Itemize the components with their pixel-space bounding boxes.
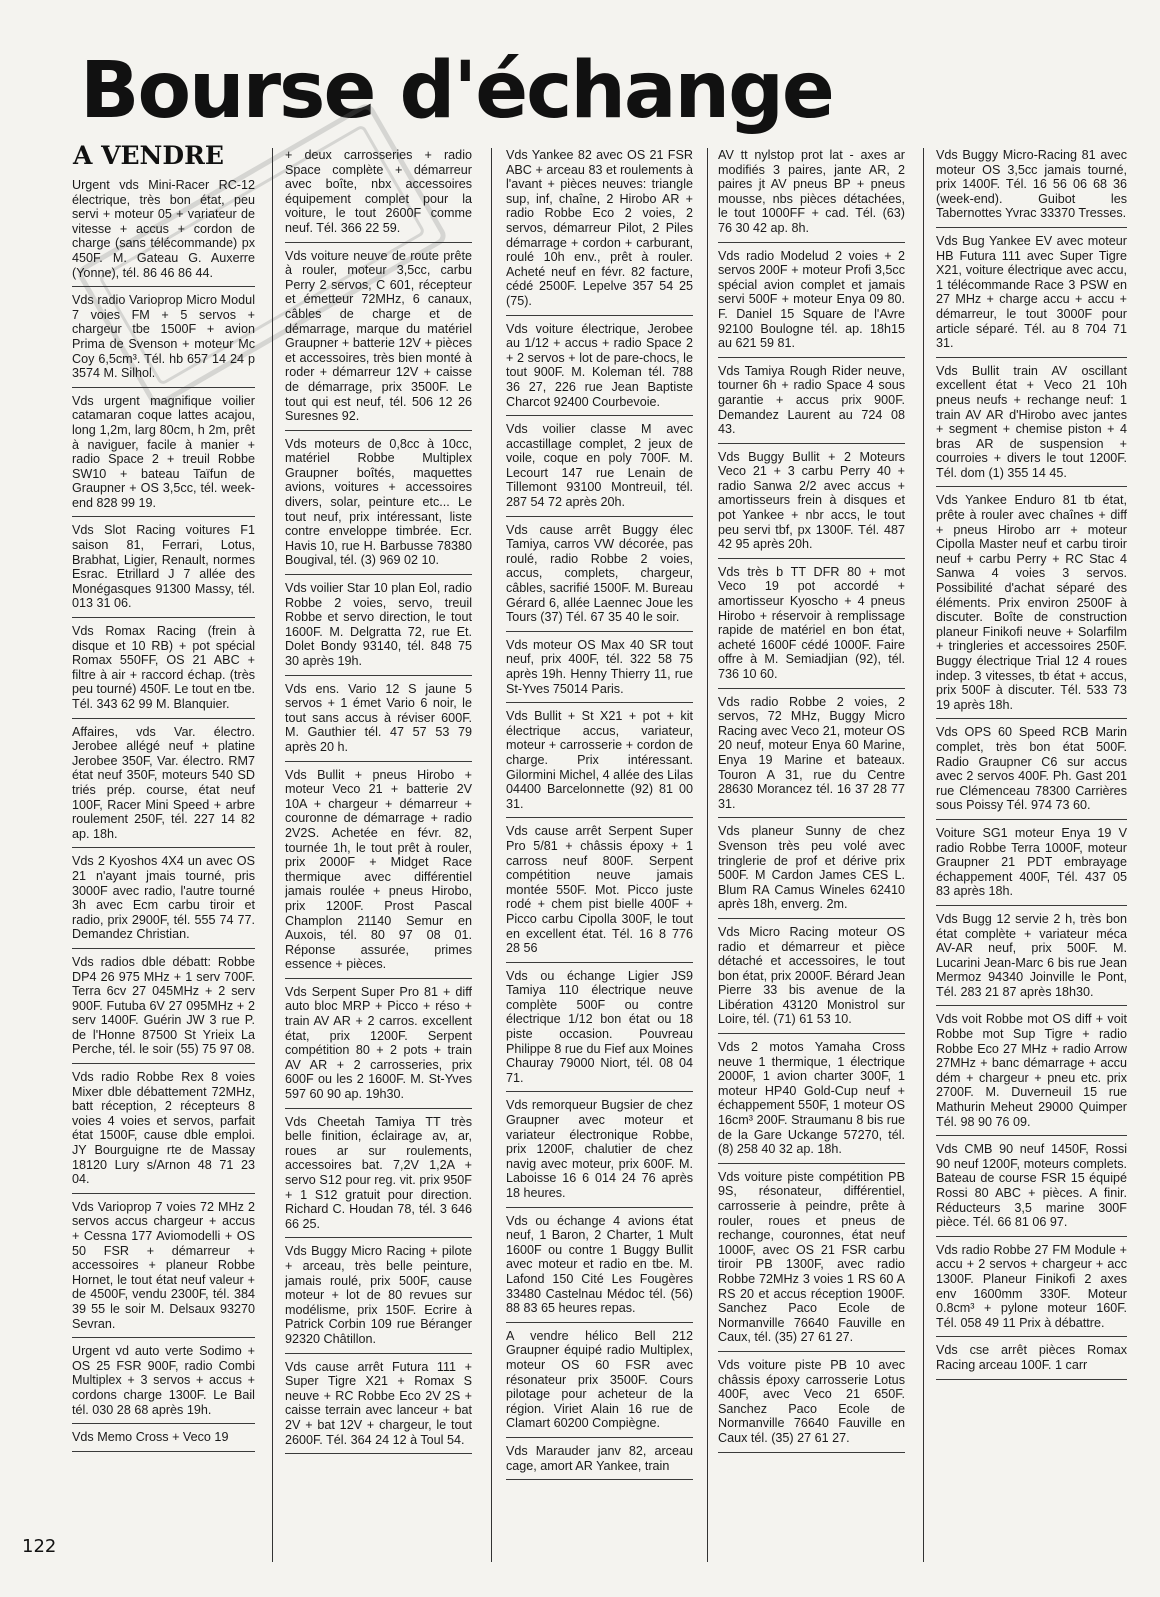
classified-ad: AV tt nylstop prot lat - axes ar modifiés 3 paires, jante AR, 2 paires jt AV pneus BP + pneus mousse, nbs pièces détachées, le tout 1000FF + cad. Tél. (63) 76 30 42 ap. 8h. — [718, 148, 905, 243]
classified-ad: Vds planeur Sunny de chez Svenson très peu volé avec tringlerie de prof et dérive prix 500F. M Cardon James CES L. Blum RA Camus Wineles 62410 après 18h, enverg. 2m. — [718, 824, 905, 919]
classified-ad: A vendre hélico Bell 212 Graupner équipé radio Multiplex, moteur OS 60 FSR avec résonateur prix 3500F. Cours pilotage pour acheteur de la région. Viriet Alain 16 rue de Clamart 60200 Compiègne. — [506, 1329, 693, 1438]
classified-ad: Vds Cheetah Tamiya TT très belle finition, éclairage av, ar, roues ar sur roulements, accessoires bat. 7,2V 1,2A + servo S12 pour reg. vit. prix 950F + 1 S12 gratuit pour direction. Richard C. Houdan 78, tél. 3 646 66 25. — [285, 1115, 472, 1239]
classified-ad: Vds Tamiya Rough Rider neuve, tourner 6h + radio Space 4 sous garantie + accus prix 900F. Demandez Laurent au 724 08 43. — [718, 364, 905, 444]
section-heading: A VENDRE — [73, 141, 224, 170]
classified-ad: Vds moteurs de 0,8cc à 10cc, matériel Robbe Multiplex Graupner boîtés, maquettes avions, voitures + accessoires divers, solar, peinture etc... Le tout neuf, prix intéressant, liste contre enveloppe timbrée. Ecr. Havis 10, rue H. Barbusse 78380 Bougival, tél. (3) 969 02 10. — [285, 437, 472, 575]
classified-ad: Vds Bug Yankee EV avec moteur HB Futura 111 avec Super Tigre X21, voiture électrique avec accu, 1 télécommande Race 3 PSW en 27 MHz + charge accu + accu + démarreur, le tout 3000F pour article séparé. Tél. au 8 704 71 31. — [936, 234, 1127, 358]
classified-ad: Vds OPS 60 Speed RCB Marin complet, très bon état 500F. Radio Graupner C6 sur accus avec 2 servos 400F. Ph. Gast 201 rue Clémenceau 78300 Carrières sous Poissy Tél. 974 73 60. — [936, 725, 1127, 820]
classified-ad: Vds Bugg 12 servie 2 h, très bon état complète + variateur méca AV-AR neuf, prix 500F. M. Lucarini Jean-Marc 6 bis rue Jean Mermoz 94340 Joinville le Pont, Tél. 283 21 87 après 18h30. — [936, 912, 1127, 1007]
column-divider — [491, 148, 492, 1562]
classified-ad: Vds ou échange 4 avions état neuf, 1 Baron, 2 Charter, 1 Mult 1600F ou contre 1 Buggy Bullit avec moteur et radio en tbe. M. Lafond 150 Cité Les Fougères 33480 Castelnau Médoc tél. (56) 88 83 65 heures repas. — [506, 1214, 693, 1323]
column-divider — [707, 148, 708, 1562]
classified-ad: Vds Buggy Micro Racing + pilote + arceau, très belle peinture, jamais roulé, prix 500F, cause moteur + lot de 80 revues sur modélisme, prix 150F. Ecrire à Patrick Corbin 109 rue Béranger 92320 Châtillon. — [285, 1244, 472, 1353]
classified-ad: Vds Bullit train AV oscillant excellent état + Veco 21 10h pneus neufs + rechange neuf: 1 train AV AR d'Hirobo avec jantes + segment + chemise piston + 4 bras AR de suspension + courroies + divers le tout 1200F. Tél. dom (1) 355 14 45. — [936, 364, 1127, 488]
classified-ad: Vds radio Modelud 2 voies + 2 servos 200F + moteur Profi 3,5cc spécial avion complet et jamais servi 500F + moteur Enya 09 80. F. Daniel 15 Square de l'Avre 92100 Boulogne tél. ap. 18h15 au 621 59 81. — [718, 249, 905, 358]
classified-ad: Vds Buggy Bullit + 2 Moteurs Veco 21 + 3 carbu Perry 40 + radio Sanwa 2/2 avec accus + amortisseurs frein à disques et pot Yankee + nbr accs, le tout peu servi tbf, px 1300F. Tél. 487 42 95 après 20h. — [718, 450, 905, 559]
classified-ad: Vds urgent magnifique voilier catamaran coque lattes acajou, long 1,2m, larg 80cm, h 2m, prêt à naviguer, facile à manier + radio Space 2 + treuil Robbe SW10 + bateau Taïfun de Graupner + OS 3,5cc, tél. week-end 828 99 19. — [72, 394, 255, 518]
classified-ad: Vds ou échange Ligier JS9 Tamiya 110 électrique neuve complète 500F ou contre électrique 1/12 bon état ou 18 piste occasion. Pouvreau Philippe 8 rue du Fief aux Moines Chauray 79000 Niort, tél. 08 04 71. — [506, 969, 693, 1093]
ads-column-4 — [718, 148, 905, 1559]
classified-ad: Vds Marauder janv 82, arceau cage, amort AR Yankee, train — [506, 1444, 693, 1480]
classified-ad: Vds CMB 90 neuf 1450F, Rossi 90 neuf 1200F, moteurs complets. Bateau de course FSR 15 équipé Rossi 80 ABC + pièces. A finir. Réducteurs 3,5 marine 300F pièce. Tél. 66 81 06 97. — [936, 1142, 1127, 1237]
classified-ad: Vds voiture piste compétition PB 9S, résonateur, différentiel, carrosserie à peindre, prête à rouler, roues et pneus de rechange, couronnes, état neuf 1000F, avec OS 21 FSR carbu tiroir PB 1300F, avec radio Robbe 72MHz 3 voies 1 RS 60 A RS 20 et accus réception 1900F. Sanchez Paco Ecole de Normanville 76640 Fauville en Caux, tél. (35) 27 61 27. — [718, 1170, 905, 1352]
classified-ad: Vds cause arrêt Serpent Super Pro 5/81 + châssis époxy + 1 carross neuf 800F. Serpent compétition neuve jamais montée 550F. Mot. Picco juste rodé + chem pist bielle 400F + Picco carbu Cipolla 300F, le tout en excellent état. Tél. 16 8 776 28 56 — [506, 824, 693, 962]
classified-ad: Vds cause arrêt Buggy élec Tamiya, carros VW décorée, pas roulé, radio Robbe 2 voies, accus, complets, chargeur, câbles, sacrifié 1500F. M. Bureau Gérard 6, allée Laennec Joue les Tours (37) Tél. 67 35 40 le soir. — [506, 523, 693, 632]
classified-ad: Vds voiture neuve de route prête à rouler, moteur 3,5cc, carbu Perry 2 servos, C 601, récepteur et émetteur 72MHz, 6 canaux, câbles de charge et de démarrage, marque du matériel Graupner + batterie 12V + pièces et accessoires, très bien monté à roder + démarreur 12V + caisse de démarrage, prix 3500F. Le tout qui est neuf, tél. 506 12 26 Suresnes 92. — [285, 249, 472, 431]
classified-ad: Vds 2 Kyoshos 4X4 un avec OS 21 n'ayant jmais tourné, pris 3000F avec radio, l'autre tourné 3h avec Ecm carbu tiroir et radio, prix 2900F, tél. 555 74 77. Demandez Christian. — [72, 854, 255, 949]
classified-ad: Vds Yankee 82 avec OS 21 FSR ABC + arceau 83 et roulements à l'avant + pièces neuves: triangle sup, inf, chaîne, 2 Hirobo AR + radio Robbe Eco 2 voies, 2 servos, démarreur Pilot, 2 Piles démarrage + cordon + carburant, roulé 10h env., prêt à rouler. Acheté neuf en févr. 82 facture, cédé 2500F. Lepelve 357 54 25 (75). — [506, 148, 693, 316]
classified-ad: Vds Micro Racing moteur OS radio et démarreur et pièce détaché et accessoires, le tout bon état, prix 2000F. Bérard Jean Pierre 33 bis avenue de la Libération 43120 Monistrol sur Loire, tél. (71) 61 53 10. — [718, 925, 905, 1034]
page-title: Bourse d'échange — [80, 46, 833, 136]
ads-column-1 — [72, 178, 255, 1559]
classified-ad: Vds Bullit + St X21 + pot + kit électrique accus, variateur, moteur + carrosserie + cordon de charge. Prix intéressant. Gilormini Michel, 4 allée des Lilas 04400 Barcelonnette (92) 81 00 31. — [506, 709, 693, 818]
classified-ad: Vds cause arrêt Futura 111 + Super Tigre X21 + Romax S neuve + RC Robbe Eco 2V 2S + caisse terrain avec lanceur + bat 2V + bat 12V + chargeur, le tout 2600F. Tél. 364 24 12 à Toul 54. — [285, 1360, 472, 1455]
classified-ad: Vds Serpent Super Pro 81 + diff auto bloc MRP + Picco + réso + train AV AR + 2 carros. excellent état, prix 1200F. Serpent compétition 80 + 2 pots + train AV AR + 2 carrosseries, prix 600F ou les 2 1600F. M. St-Yves 597 60 90 ap. 19h30. — [285, 985, 472, 1109]
classified-ad: Vds voilier Star 10 plan Eol, radio Robbe 2 voies, servo, treuil Robbe et servo direction, le tout 1600F. M. Delgratta 72, rue Et. Dolet Bondy 93140, tél. 848 75 30 après 19h. — [285, 581, 472, 676]
classified-ad: Voiture SG1 moteur Enya 19 V radio Robbe Terra 1000F, moteur Graupner 21 PDT embrayage échappement 400F, Tél. 437 05 83 après 18h. — [936, 826, 1127, 906]
classified-ad: Urgent vds Mini-Racer RC-12 électrique, très bon état, peu servi + moteur 05 + variateur de vitesse + accus + cordon de charge (sans télécommande) px 450F. M. Gateau G. Auxerre (Yonne), tél. 86 46 86 44. — [72, 178, 255, 287]
column-divider — [923, 148, 924, 1562]
column-divider — [272, 148, 273, 1562]
classified-ad: Vds Slot Racing voitures F1 saison 81, Ferrari, Lotus, Brabhat, Ligier, Renault, normes Esrac. Etrillard J 7 allée des Monégasques 91300 Massy, tél. 013 31 06. — [72, 523, 255, 618]
classified-ad: Vds Romax Racing (frein à disque et 10 RB) + pot spécial Romax 550FF, OS 21 ABC + filtre à air + raccord échap. (très peu tourné) 450F. Le tout en tbe. Tél. 343 62 99 M. Blanquier. — [72, 624, 255, 719]
classified-ad: Affaires, vds Var. électro. Jerobee allégé neuf + platine Jerobee 350F, Var. électro. RM7 état neuf 350F, moteurs 540 SD triés prép. course, état neuf 100F, Racer Mini Speed + arbre roulement 250F, tél. 227 14 82 ap. 18h. — [72, 725, 255, 849]
classified-ad: Vds radio Robbe 2 voies, 2 servos, 72 MHz, Buggy Micro Racing avec Veco 21, moteur OS 20 neuf, moteur Enya 60 Marine, Enya 19 Marine et bateaux. Touron A 31, rue du Centre 28630 Morancez tél. 16 37 28 77 31. — [718, 695, 905, 819]
classified-ad: Vds 2 motos Yamaha Cross neuve 1 thermique, 1 électrique 2000F, 1 avion charter 300F, 1 moteur HP40 Gold-Cup neuf + échappement 550F, 1 moteur OS 16cm³ 200F. Straumanu 8 bis rue de la Gare Uckange 57270, tél. (8) 258 40 32 ap. 18h. — [718, 1040, 905, 1164]
classified-ad: Vds Buggy Micro-Racing 81 avec moteur OS 3,5cc jamais tourné, prix 1400F. Tél. 16 56 06 68 36 (week-end). Guibot les Tabernottes Yvrac 33370 Tresses. — [936, 148, 1127, 228]
ads-column-2 — [285, 148, 472, 1559]
classified-ad: Vds radios dble débatt: Robbe DP4 26 975 MHz + 1 serv 700F. Terra 6cv 27 045MHz + 2 serv 900F. Futuba 6V 27 095MHz + 2 serv 1400F. Guérin JW 3 rue P. de l'Honne 87500 St Yrieix La Perche, tél. le soir (55) 75 97 08. — [72, 955, 255, 1064]
classified-ad: Vds remorqueur Bugsier de chez Graupner avec moteur et variateur électronique Robbe, prix 1200F, chalutier de chez navig avec moteur, prix 600F. M. Laboisse 16 6 014 24 76 après 18 heures. — [506, 1098, 693, 1207]
classified-ad: Vds cse arrêt pièces Romax Racing arceau 100F. 1 carr — [936, 1343, 1127, 1379]
classified-ad: + deux carrosseries + radio Space complète + démarreur avec boîte, nbx accessoires équipement complet pour la voiture, le tout 2600F comme neuf. Tél. 366 22 59. — [285, 148, 472, 243]
classified-ad: Vds radio Robbe Rex 8 voies Mixer dble débattement 72MHz, batt réception, 2 récepteurs 8 voies 4 voies et servos, parfait état 1500F, cause dble emploi. JY Bourguigne rte de Massay 18120 Lury s/Arnon 48 71 23 04. — [72, 1070, 255, 1194]
classified-ad: Vds voit Robbe mot OS diff + voit Robbe mot Sup Tigre + radio Robbe Eco 27 MHz + radio Arrow 27MHz + banc démarrage + accu dém + chargeur + pneu etc. prix 2700F. M. Duverneuil 15 rue Mathurin Meheut 29000 Quimper Tél. 98 90 76 09. — [936, 1012, 1127, 1136]
classified-ad: Vds très b TT DFR 80 + mot Veco 19 pot accordé + amortisseur Kyoscho + 4 pneus Hirobo + réservoir à remplissage rapide de matériel en bon état, acheté 1600F cédé 1000F. Faire offre à M. Semiadjian (92), tél. 736 10 60. — [718, 565, 905, 689]
classified-ad: Vds Varioprop 7 voies 72 MHz 2 servos accus chargeur + accus + Cessna 177 Aviomodelli + OS 50 FSR + démarreur + accessoires + planeur Robbe Hornet, le tout état neuf valeur + de 4500F, vendu 2300F, tél. 384 39 55 le soir M. Delsaux 93270 Sevran. — [72, 1200, 255, 1338]
classified-ad: Vds voiture piste PB 10 avec châssis époxy carrosserie Lotus 400F, avec Veco 21 650F. Sanchez Paco Ecole de Normanville 76640 Fauville en Caux tél. (35) 27 61 27. — [718, 1358, 905, 1453]
classified-ad: Vds radio Varioprop Micro Modul 7 voies FM + 5 servos + chargeur tbe 1500F + avion Prima de Svenson + moteur Mc Coy 6,5cm³. Tél. hb 657 14 24 p 3574 M. Silhol. — [72, 293, 255, 388]
classified-ad: Vds voilier classe M avec accastillage complet, 2 jeux de voile, coque en poly 700F. M. Lecourt 147 rue Lenain de Tillemont 93100 Montreuil, tél. 287 54 72 après 20h. — [506, 422, 693, 517]
classified-ad: Vds Yankee Enduro 81 tb état, prête à rouler avec chaînes + diff + pneus Hirobo arr + moteur Cipolla Master neuf et carbu tiroir neuf + carbu Perry + RC Stac 4 Sanwa 4 voies 3 servos. Possibilité d'achat séparé des éléments. Prix environ 2500F à discuter. Boîte de construction planeur Finikofi neuve + Solarfilm + tringleries et accessoires 250F. Buggy électrique Trial 12 4 roues indep. 3 vitesses, tb état + accus, prix 500F à discuter. Tél. 533 73 19 après 18h. — [936, 493, 1127, 719]
ads-column-5 — [936, 148, 1127, 1559]
page-number: 122 — [22, 1536, 57, 1557]
classified-ad: Urgent vd auto verte Sodimo + OS 25 FSR 900F, radio Combi Multiplex + 3 servos + accus + cordons charge 1300F. Le Bail tél. 030 28 68 après 19h. — [72, 1344, 255, 1424]
classified-ad: Vds Memo Cross + Veco 19 — [72, 1430, 255, 1452]
classified-ad: Vds Bullit + pneus Hirobo + moteur Veco 21 + batterie 2V 10A + chargeur + démarreur + couronne de démarrage + radio 2V2S. Achetée en févr. 82, tournée 1h, le tout prêt à rouler, prix 2000F + Midget Race thermique avec différentiel jamais roulée + pneus Hirobo, prix 1200F. Prost Pascal Champlon 21140 Semur en Auxois, tél. 80 97 08 01. Réponse assurée, primes essence + pièces. — [285, 768, 472, 979]
ads-column-3 — [506, 148, 693, 1559]
classified-ad: Vds radio Robbe 27 FM Module + accu + 2 servos + chargeur + acc 1300F. Planeur Finikofi 2 axes env 1600mm 330F. Moteur 0.8cm³ + pylone moteur 160F. Tél. 058 49 11 Prix à débattre. — [936, 1243, 1127, 1338]
classified-ad: Vds voiture électrique, Jerobee au 1/12 + accus + radio Space 2 + 2 servos + lot de pare-chocs, le tout 900F. M. Koleman tél. 788 36 27, 226 rue Jean Baptiste Charcot 92400 Courbevoie. — [506, 322, 693, 417]
classified-ad: Vds ens. Vario 12 S jaune 5 servos + 1 émet Vario 6 noir, le tout sans accus à réviser 600F. M. Gauthier tél. 47 57 53 79 après 20 h. — [285, 682, 472, 762]
classified-ad: Vds moteur OS Max 40 SR tout neuf, prix 400F, tél. 322 58 75 après 19h. Henny Thierry 11, rue St-Yves 75014 Paris. — [506, 638, 693, 703]
